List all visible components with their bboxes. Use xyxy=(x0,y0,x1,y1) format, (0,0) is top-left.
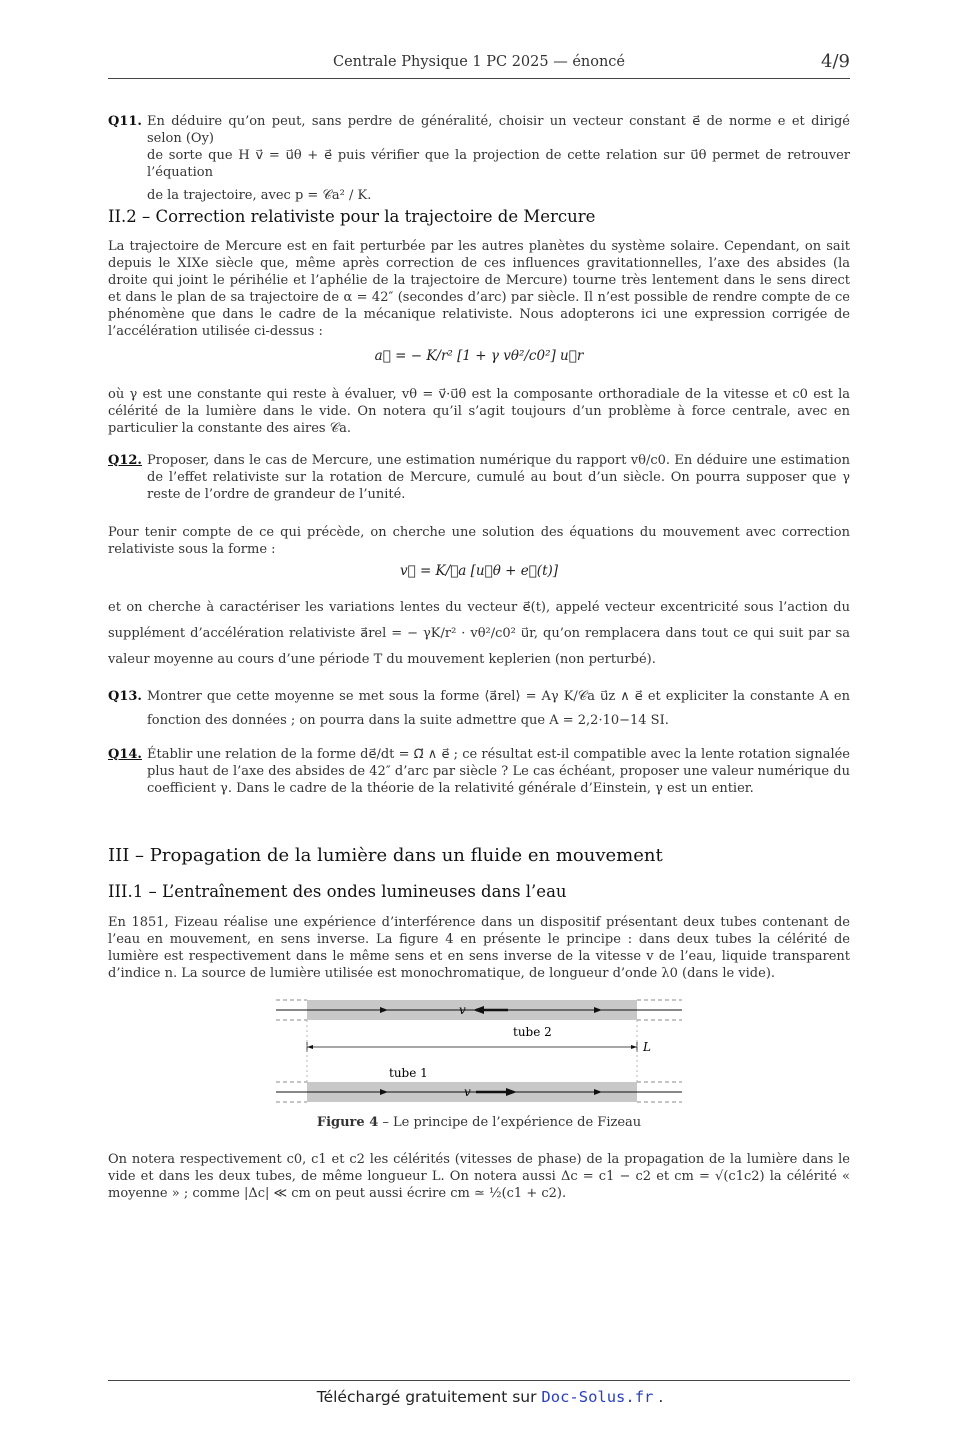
question-text xyxy=(147,113,850,204)
paragraph-celerities: On notera respectivement c0, c1 et c2 les célérités (vitesses de phase) de la propagation de la lumière dans le vide et dans les deux tubes, de même longueur L. On notera aussi Δc = c1 − c2 et cm = √(c1c2) la célérité « moyenne » ; comme |Δc| ≪ cm on peut aussi écrire cm ≃ ½(c1 + c2). xyxy=(108,1152,850,1201)
q11-line2: de sorte que H v⃗ = u⃗θ + e⃗ puis vérifier que la projection de cette relation sur u⃗θ permet de retrouver l’équation xyxy=(147,148,850,180)
arrowhead xyxy=(307,1045,313,1049)
footer-link[interactable]: Doc-Solus.fr xyxy=(541,1388,654,1406)
question-label: Q14. xyxy=(108,747,142,762)
q11-line1: En déduire qu’on peut, sans perdre de généralité, choisir un vecteur constant e⃗ de norme e et dirigé selon (Oy) xyxy=(147,114,850,146)
equation-velocity: v⃗ = K/𝒞a [u⃗θ + e⃗(t)] xyxy=(399,563,559,579)
page-header xyxy=(108,51,850,79)
section-heading-III: III – Propagation de la lumière dans un fluide en mouvement xyxy=(108,845,663,866)
caption-text: – Le principe de l’expérience de Fizeau xyxy=(378,1115,642,1130)
paragraph-excentricity: et on cherche à caractériser les variations lentes du vecteur e⃗(t), appelé vecteur excentricité sous l’action du supplément d’accélération relativiste a⃗rel = − γK/r² · vθ²/c0² u⃗r, qu’on remplacera dans tout ce qui suit par sa valeur moyenne au cours d’une période T du mouvement keplerien (non perturbé). xyxy=(108,600,850,667)
question-text: Montrer que cette moyenne se met sous la forme ⟨a⃗rel⟩ = Aγ K/𝒞a u⃗z ∧ e⃗ et expliciter la constante A en fonction des données ; on pourra dans la suite admettre que A = 2,2·10−14 SI. xyxy=(147,689,850,728)
question-label: Q13. xyxy=(108,689,142,704)
tube-2-label: tube 2 xyxy=(513,1025,552,1039)
caption-label: Figure 4 xyxy=(316,1115,379,1130)
paragraph-gamma: où γ est une constante qui reste à évaluer, vθ = v⃗·u⃗θ est la composante orthoradiale de la vitesse et c0 est la célérité de la lumière dans le vide. On notera qu’il s’agit toujours d’un problème à force centrale, avec en particulier la constante des aires 𝒞a. xyxy=(108,387,850,436)
paragraph-fizeau: En 1851, Fizeau réalise une expérience d’interférence dans un dispositif présentant deux tubes contenant de l’eau en mouvement, en sens inverse. La figure 4 en présente le principe : dans deux tubes la célérité de lumière est respectivement dans le même sens et en sens inverse de la vitesse v de l’eau, liquide transparent d’indice n. La source de lumière utilisée est monochromatique, de longueur d’onde λ0 (dans le vide). xyxy=(108,915,850,981)
question-text: Proposer, dans le cas de Mercure, une estimation numérique du rapport vθ/c0. En déduire une estimation de l’effet relativiste sur la rotation de Mercure, cumulé au bout d’un siècle. On pourra supposer que γ reste de l’ordre de grandeur de l’unité. xyxy=(147,453,850,502)
question-label: Q11. xyxy=(108,114,142,129)
page-number: 4/9 xyxy=(821,51,850,72)
question-q13 xyxy=(108,685,850,733)
tube-1-label: tube 1 xyxy=(389,1066,428,1080)
question-q14 xyxy=(108,746,850,797)
footer-divider xyxy=(108,1380,850,1381)
question-text: Établir une relation de la forme de⃗/dt = Ω⃗ ∧ e⃗ ; ce résultat est-il compatible avec la lente rotation signalée plus haut de l’axe des absides de 42″ d’arc par siècle ? Le cas échéant, proposer une valeur numérique du coefficient γ. Dans le cadre de la théorie de la relativité générale d’Einstein, γ est un entier. xyxy=(147,747,850,796)
question-q11 xyxy=(108,113,850,204)
length-label: L xyxy=(643,1040,651,1054)
footer-end: . xyxy=(653,1388,664,1406)
question-label: Q12. xyxy=(108,453,142,468)
section-heading-III1: III.1 – L’entraînement des ondes lumineuses dans l’eau xyxy=(108,882,567,901)
section-heading-II2: II.2 – Correction relativiste pour la trajectoire de Mercure xyxy=(108,207,596,226)
footer-text: Téléchargé gratuitement sur xyxy=(316,1388,542,1406)
q11-line3: de la trajectoire, avec p = 𝒞a² / K. xyxy=(147,188,372,203)
figure-caption xyxy=(108,1115,850,1130)
velocity-label-top: v xyxy=(459,1003,466,1017)
paragraph-solution-form: Pour tenir compte de ce qui précède, on cherche une solution des équations du mouvement avec correction relativiste sous la forme : xyxy=(108,525,850,557)
arrowhead xyxy=(631,1045,637,1049)
paragraph-mercure: La trajectoire de Mercure est en fait perturbée par les autres planètes du système solaire. Cependant, on sait depuis le XIXe siècle que, même après correction de ces influences gravitationnelles, l’axe des absides (la droite qui joint le périhélie et l’aphélie de la trajectoire de Mercure) tourne très lentement dans le sens direct et dans le plan de sa trajectoire de α = 42″ (secondes d’arc) par siècle. Il n’est possible de rendre compte de ce phénomène que dans le cadre de la mécanique relativiste. Nous adopterons ici une expression corrigée de l’accélération utilisée ci-dessus : xyxy=(108,239,850,339)
velocity-label-bottom: v xyxy=(464,1085,471,1099)
equation-acceleration: a⃗ = − K/r² [1 + γ vθ²/c0²] u⃗r xyxy=(374,348,584,364)
page-footer xyxy=(0,1388,980,1406)
fizeau-figure xyxy=(276,996,682,1108)
header-title: Centrale Physique 1 PC 2025 — énoncé xyxy=(332,54,626,70)
question-q12 xyxy=(108,452,850,503)
